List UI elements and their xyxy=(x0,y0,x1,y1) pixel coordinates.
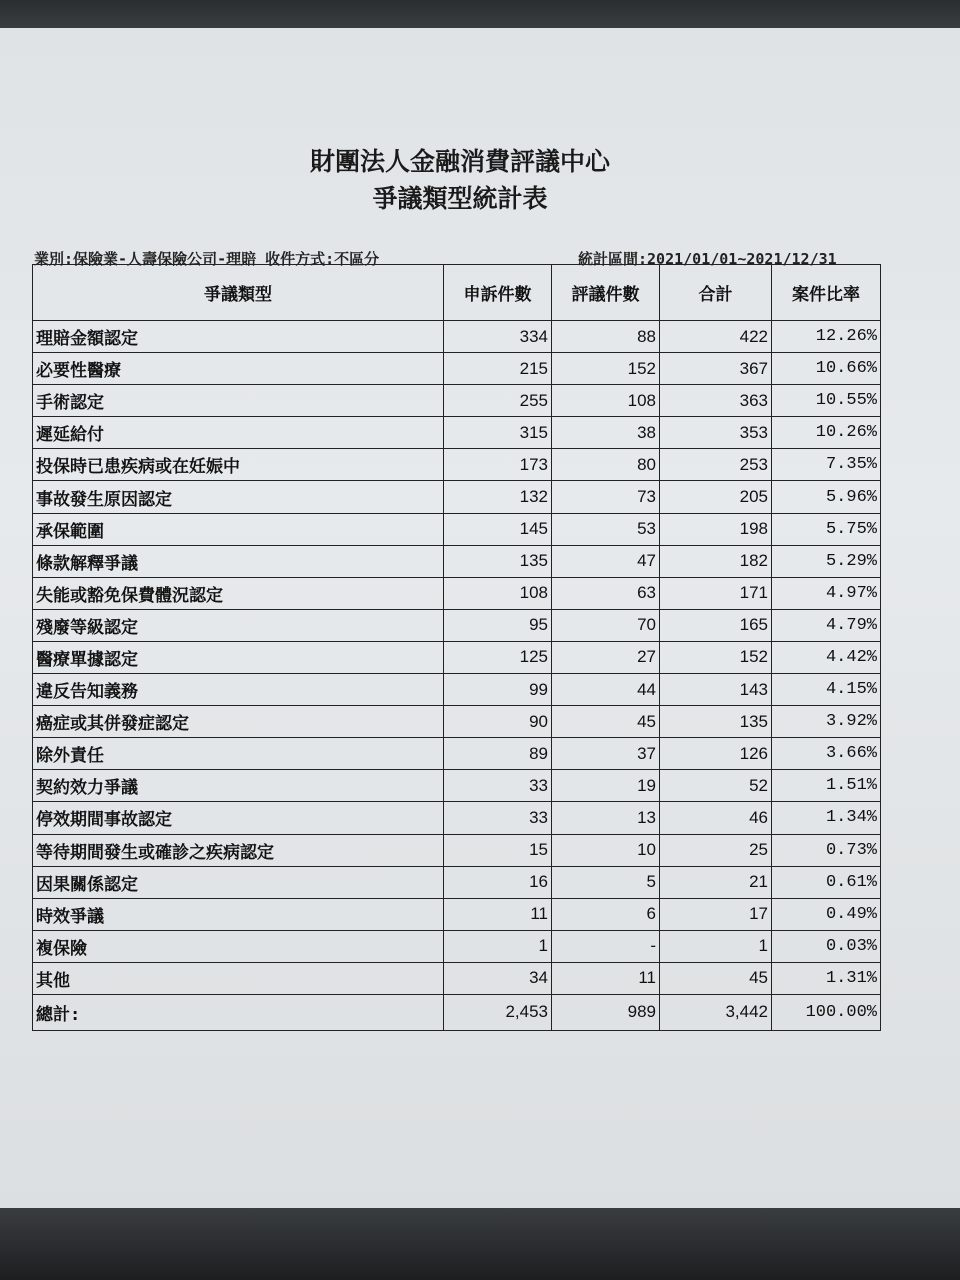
statistics-period: 統計區間:2021/01/01~2021/12/31 xyxy=(578,250,837,268)
cell-ratio: 1.31% xyxy=(772,962,881,994)
document-title: 財團法人金融消費評議中心 xyxy=(309,147,610,176)
cell-ratio: 4.79% xyxy=(772,609,881,641)
cell-dispute-type: 其他 xyxy=(33,962,444,994)
cell-total: 25 xyxy=(660,834,772,866)
cell-ratio: 5.96% xyxy=(772,481,881,513)
cell-total: 126 xyxy=(660,738,772,770)
cell-complaints: 33 xyxy=(444,770,552,802)
monitor-bezel-bottom xyxy=(0,1208,960,1280)
table-row xyxy=(33,577,881,609)
table-row xyxy=(33,353,881,385)
cell-complaints: 255 xyxy=(444,385,552,417)
cell-complaints: 315 xyxy=(444,417,552,449)
table-row xyxy=(33,898,881,930)
header-appraisals: 評議件數 xyxy=(552,265,660,321)
cell-complaints: 135 xyxy=(444,545,552,577)
cell-ratio: 4.97% xyxy=(772,577,881,609)
cell-appraisals: 152 xyxy=(552,353,660,385)
table-total-row xyxy=(33,994,881,1030)
cell-appraisals: 10 xyxy=(552,834,660,866)
table-body xyxy=(33,321,881,1031)
total-cell-ratio: 100.00% xyxy=(772,994,881,1030)
cell-ratio: 0.61% xyxy=(772,866,881,898)
cell-ratio: 0.03% xyxy=(772,930,881,962)
cell-dispute-type: 時效爭議 xyxy=(33,898,444,930)
cell-ratio: 3.92% xyxy=(772,706,881,738)
cell-ratio: 4.15% xyxy=(772,674,881,706)
cell-total: 253 xyxy=(660,449,772,481)
table-row xyxy=(33,641,881,673)
cell-complaints: 145 xyxy=(444,513,552,545)
table-row xyxy=(33,802,881,834)
cell-appraisals: 37 xyxy=(552,738,660,770)
cell-total: 143 xyxy=(660,674,772,706)
cell-dispute-type: 事故發生原因認定 xyxy=(33,481,444,513)
cell-complaints: 90 xyxy=(444,706,552,738)
table-row xyxy=(33,834,881,866)
total-cell-complaints: 2,453 xyxy=(444,994,552,1030)
cell-total: 363 xyxy=(660,385,772,417)
monitor-bezel-top xyxy=(0,0,960,30)
cell-ratio: 4.42% xyxy=(772,641,881,673)
cell-complaints: 173 xyxy=(444,449,552,481)
cell-complaints: 16 xyxy=(444,866,552,898)
cell-dispute-type: 因果關係認定 xyxy=(33,866,444,898)
header-dispute-type: 爭議類型 xyxy=(33,265,444,321)
cell-complaints: 1 xyxy=(444,930,552,962)
cell-ratio: 12.26% xyxy=(772,321,881,353)
cell-complaints: 99 xyxy=(444,674,552,706)
cell-total: 165 xyxy=(660,609,772,641)
cell-dispute-type: 違反告知義務 xyxy=(33,674,444,706)
cell-total: 1 xyxy=(660,930,772,962)
cell-appraisals: 80 xyxy=(552,449,660,481)
cell-appraisals: 73 xyxy=(552,481,660,513)
table-row xyxy=(33,609,881,641)
cell-appraisals: 88 xyxy=(552,321,660,353)
cell-complaints: 125 xyxy=(444,641,552,673)
cell-complaints: 89 xyxy=(444,738,552,770)
cell-appraisals: 11 xyxy=(552,962,660,994)
table-row xyxy=(33,706,881,738)
cell-dispute-type: 除外責任 xyxy=(33,738,444,770)
cell-appraisals: 19 xyxy=(552,770,660,802)
cell-total: 46 xyxy=(660,802,772,834)
cell-appraisals: 108 xyxy=(552,385,660,417)
table-row xyxy=(33,930,881,962)
table-row xyxy=(33,738,881,770)
cell-complaints: 132 xyxy=(444,481,552,513)
table-row xyxy=(33,321,881,353)
cell-ratio: 0.49% xyxy=(772,898,881,930)
cell-dispute-type: 殘廢等級認定 xyxy=(33,609,444,641)
cell-ratio: 10.66% xyxy=(772,353,881,385)
cell-dispute-type: 理賠金額認定 xyxy=(33,321,444,353)
cell-dispute-type: 癌症或其併發症認定 xyxy=(33,706,444,738)
cell-total: 152 xyxy=(660,641,772,673)
cell-total: 198 xyxy=(660,513,772,545)
cell-dispute-type: 承保範圍 xyxy=(33,513,444,545)
cell-complaints: 108 xyxy=(444,577,552,609)
cell-complaints: 215 xyxy=(444,353,552,385)
cell-total: 52 xyxy=(660,770,772,802)
cell-dispute-type: 必要性醫療 xyxy=(33,353,444,385)
cell-appraisals: 70 xyxy=(552,609,660,641)
total-cell-total: 3,442 xyxy=(660,994,772,1030)
cell-total: 171 xyxy=(660,577,772,609)
cell-appraisals: 44 xyxy=(552,674,660,706)
header-ratio: 案件比率 xyxy=(772,265,881,321)
cell-complaints: 334 xyxy=(444,321,552,353)
table-row xyxy=(33,770,881,802)
cell-appraisals: - xyxy=(552,930,660,962)
industry-info: 業別:保險業-人壽保險公司-理賠 收件方式:不區分 xyxy=(34,250,380,268)
cell-ratio: 7.35% xyxy=(772,449,881,481)
cell-total: 17 xyxy=(660,898,772,930)
cell-complaints: 34 xyxy=(444,962,552,994)
dispute-type-table xyxy=(32,264,881,1031)
cell-ratio: 1.34% xyxy=(772,802,881,834)
cell-ratio: 10.26% xyxy=(772,417,881,449)
cell-dispute-type: 投保時已患疾病或在妊娠中 xyxy=(33,449,444,481)
table-row xyxy=(33,449,881,481)
cell-dispute-type: 停效期間事故認定 xyxy=(33,802,444,834)
header-complaints: 申訴件數 xyxy=(444,265,552,321)
table-row xyxy=(33,513,881,545)
cell-total: 21 xyxy=(660,866,772,898)
cell-ratio: 5.75% xyxy=(772,513,881,545)
table-row xyxy=(33,962,881,994)
cell-dispute-type: 醫療單據認定 xyxy=(33,641,444,673)
cell-appraisals: 38 xyxy=(552,417,660,449)
cell-complaints: 95 xyxy=(444,609,552,641)
cell-appraisals: 45 xyxy=(552,706,660,738)
cell-total: 205 xyxy=(660,481,772,513)
cell-ratio: 10.55% xyxy=(772,385,881,417)
table-row xyxy=(33,481,881,513)
cell-appraisals: 5 xyxy=(552,866,660,898)
cell-total: 422 xyxy=(660,321,772,353)
cell-dispute-type: 契約效力爭議 xyxy=(33,770,444,802)
cell-ratio: 5.29% xyxy=(772,545,881,577)
cell-appraisals: 47 xyxy=(552,545,660,577)
cell-dispute-type: 複保險 xyxy=(33,930,444,962)
cell-dispute-type: 遲延給付 xyxy=(33,417,444,449)
cell-total: 135 xyxy=(660,706,772,738)
table-header-row xyxy=(33,265,881,321)
cell-ratio: 3.66% xyxy=(772,738,881,770)
cell-dispute-type: 條款解釋爭議 xyxy=(33,545,444,577)
header-total: 合計 xyxy=(660,265,772,321)
total-cell-dispute-type: 總計: xyxy=(33,994,444,1030)
cell-complaints: 33 xyxy=(444,802,552,834)
table-row xyxy=(33,674,881,706)
table-row xyxy=(33,545,881,577)
cell-total: 353 xyxy=(660,417,772,449)
cell-ratio: 0.73% xyxy=(772,834,881,866)
cell-complaints: 15 xyxy=(444,834,552,866)
cell-ratio: 1.51% xyxy=(772,770,881,802)
cell-total: 182 xyxy=(660,545,772,577)
cell-appraisals: 27 xyxy=(552,641,660,673)
cell-appraisals: 13 xyxy=(552,802,660,834)
cell-complaints: 11 xyxy=(444,898,552,930)
table-row xyxy=(33,866,881,898)
cell-total: 45 xyxy=(660,962,772,994)
cell-dispute-type: 失能或豁免保費體況認定 xyxy=(33,577,444,609)
total-cell-appraisals: 989 xyxy=(552,994,660,1030)
cell-dispute-type: 等待期間發生或確診之疾病認定 xyxy=(33,834,444,866)
cell-appraisals: 63 xyxy=(552,577,660,609)
cell-total: 367 xyxy=(660,353,772,385)
document-subtitle: 爭議類型統計表 xyxy=(372,184,548,213)
cell-appraisals: 6 xyxy=(552,898,660,930)
table-row xyxy=(33,417,881,449)
cell-appraisals: 53 xyxy=(552,513,660,545)
table-row xyxy=(33,385,881,417)
cell-dispute-type: 手術認定 xyxy=(33,385,444,417)
